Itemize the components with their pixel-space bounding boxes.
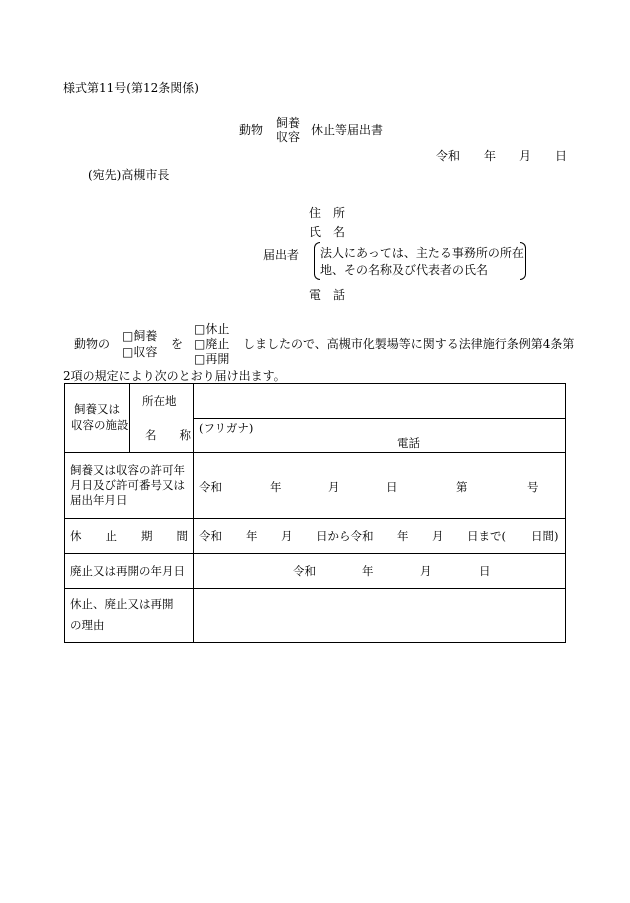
location-label: 所在地 bbox=[142, 394, 177, 408]
reason-label-line2: の理由 bbox=[70, 618, 105, 632]
facility-label-line2: 収容の施設 bbox=[71, 418, 129, 432]
reason-label bbox=[70, 594, 188, 636]
reason-field[interactable] bbox=[199, 594, 559, 638]
checkbox-resume[interactable]: □再開 bbox=[194, 352, 230, 366]
permit-label-line1: 飼養又は収容の許可年 bbox=[70, 463, 185, 477]
rule bbox=[193, 418, 566, 419]
checkbox-suspend[interactable]: □休止 bbox=[194, 322, 230, 336]
applicant-label: 届出者 bbox=[263, 248, 300, 262]
checkbox-feeding[interactable]: □飼養 bbox=[122, 329, 158, 343]
permit-month: 月 bbox=[328, 480, 340, 494]
corporate-note-line2: 地、その名称及び代表者の氏名 bbox=[320, 263, 489, 277]
statement-text: しましたので、高槻市化製場等に関する法律施行条例第4条第 bbox=[243, 337, 575, 351]
statement-particle: を bbox=[171, 337, 184, 351]
rule bbox=[65, 452, 566, 453]
rule bbox=[129, 384, 130, 452]
suspension-label: 休 止 期 間 bbox=[70, 529, 188, 543]
facility-label-line1: 飼養又は bbox=[74, 402, 120, 416]
permit-era: 令和 bbox=[199, 480, 222, 494]
suspension-month2: 月 bbox=[432, 529, 444, 543]
addressee: (宛先)高槻市長 bbox=[88, 168, 170, 182]
rule bbox=[65, 553, 566, 554]
corporate-note-line1: 法人にあっては、主たる事務所の所在 bbox=[320, 246, 524, 260]
permit-label bbox=[70, 463, 185, 508]
title-options bbox=[275, 116, 301, 144]
facility-phone-label: 電話 bbox=[397, 436, 420, 450]
title-suffix: 休止等届出書 bbox=[311, 123, 384, 137]
date-era: 令和 bbox=[436, 149, 461, 163]
title-prefix: 動物 bbox=[239, 123, 264, 137]
bracket-right bbox=[520, 242, 526, 280]
facility-label bbox=[71, 401, 129, 433]
permit-day: 日 bbox=[386, 480, 398, 494]
date-value-day: 日 bbox=[479, 564, 491, 578]
permit-year: 年 bbox=[270, 480, 282, 494]
furigana-label: (フリガナ) bbox=[199, 421, 254, 435]
suspension-until: 日まで( bbox=[467, 529, 506, 543]
permit-label-line2: 月日及び許可番号又は bbox=[70, 478, 185, 492]
statement-continuation: 2項の規定により次のとおり届け出ます。 bbox=[63, 369, 286, 383]
permit-no: 第 bbox=[456, 480, 468, 494]
suspension-year2: 年 bbox=[397, 529, 409, 543]
suspension-month: 月 bbox=[281, 529, 293, 543]
reason-label-line1: 休止、廃止又は再開 bbox=[70, 597, 174, 611]
permit-label-line3: 届出年月日 bbox=[70, 493, 128, 507]
suspension-from: 日から令和 bbox=[316, 529, 374, 543]
address-label: 住 所 bbox=[309, 206, 346, 220]
date-day: 日 bbox=[555, 149, 568, 163]
form-number: 様式第11号(第12条関係) bbox=[63, 81, 199, 95]
date-month: 月 bbox=[519, 149, 532, 163]
rule bbox=[193, 384, 194, 643]
suspension-year: 年 bbox=[246, 529, 258, 543]
suspension-days: 日間) bbox=[531, 529, 559, 543]
rule bbox=[65, 588, 566, 589]
date-value-month: 月 bbox=[420, 564, 432, 578]
facility-name-label: 名 称 bbox=[145, 428, 191, 442]
suspension-era: 令和 bbox=[199, 529, 222, 543]
checkbox-housing[interactable]: □収容 bbox=[122, 345, 158, 359]
title-option-feeding: 飼養 bbox=[275, 116, 300, 130]
date-value-year: 年 bbox=[362, 564, 374, 578]
location-field[interactable] bbox=[203, 394, 555, 410]
date-value-era: 令和 bbox=[293, 564, 316, 578]
phone-label: 電 話 bbox=[309, 288, 346, 302]
title-option-housing: 収容 bbox=[275, 130, 300, 144]
rule bbox=[65, 518, 566, 519]
checkbox-abolish[interactable]: □廃止 bbox=[194, 337, 230, 351]
statement-prefix: 動物の bbox=[74, 337, 111, 351]
permit-number: 号 bbox=[527, 480, 539, 494]
date-year: 年 bbox=[484, 149, 497, 163]
date-label: 廃止又は再開の年月日 bbox=[70, 564, 185, 578]
notification-table bbox=[64, 383, 566, 643]
name-label: 氏 名 bbox=[309, 225, 346, 239]
